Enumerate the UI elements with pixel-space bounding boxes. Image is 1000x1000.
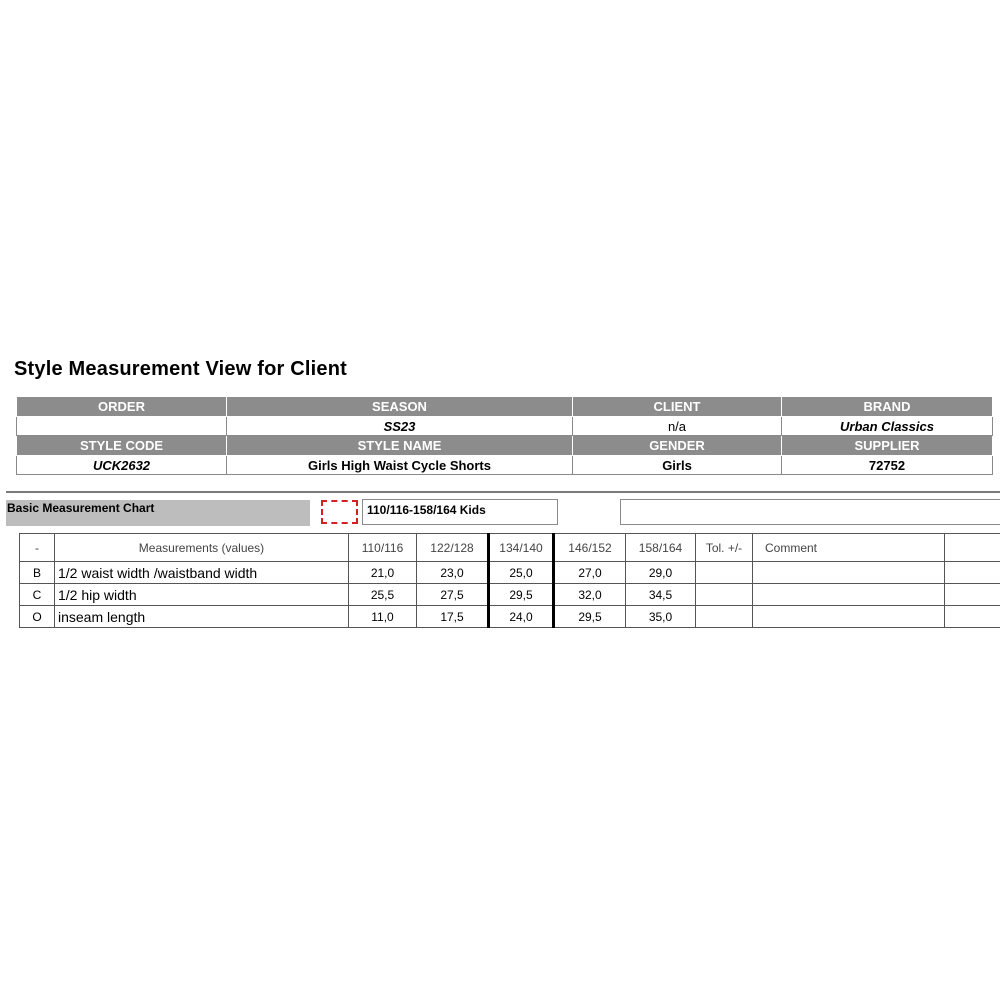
brand-value: Urban Classics bbox=[782, 417, 993, 436]
table-row bbox=[20, 584, 1000, 606]
row-value: 32,0 bbox=[554, 584, 626, 606]
col-header-size-134-140: 134/140 bbox=[489, 534, 554, 562]
info-header-row-2 bbox=[17, 436, 993, 456]
col-header-size-158-164: 158/164 bbox=[626, 534, 696, 562]
row-extra bbox=[945, 562, 1000, 584]
style-code-value: UCK2632 bbox=[17, 456, 227, 475]
row-extra bbox=[945, 606, 1000, 628]
extra-input-field[interactable] bbox=[620, 499, 1000, 525]
row-comment bbox=[753, 562, 945, 584]
row-measurement-name: inseam length bbox=[55, 606, 349, 628]
row-value: 21,0 bbox=[349, 562, 417, 584]
info-header-row bbox=[17, 397, 993, 417]
row-value: 27,0 bbox=[554, 562, 626, 584]
chart-label bbox=[6, 500, 310, 526]
size-range-field[interactable]: 110/116-158/164 Kids bbox=[362, 499, 558, 525]
col-header-size-146-152: 146/152 bbox=[554, 534, 626, 562]
row-comment bbox=[753, 606, 945, 628]
row-tolerance bbox=[696, 584, 753, 606]
col-header-size-122-128: 122/128 bbox=[417, 534, 489, 562]
row-value: 25,0 bbox=[489, 562, 554, 584]
row-tolerance bbox=[696, 562, 753, 584]
season-value: SS23 bbox=[227, 417, 573, 436]
col-header-code: - bbox=[20, 534, 55, 562]
row-code: B bbox=[20, 562, 55, 584]
table-row bbox=[20, 562, 1000, 584]
col-header-tolerance: Tol. +/- bbox=[696, 534, 753, 562]
section-divider bbox=[6, 491, 1000, 493]
info-value-row-2 bbox=[17, 456, 993, 475]
style-info-table bbox=[16, 396, 993, 475]
order-header: ORDER bbox=[17, 397, 227, 417]
row-value: 29,5 bbox=[554, 606, 626, 628]
col-header-extra bbox=[945, 534, 1000, 562]
season-header: SEASON bbox=[227, 397, 573, 417]
row-comment bbox=[753, 584, 945, 606]
info-value-row bbox=[17, 417, 993, 436]
selection-checkbox[interactable] bbox=[321, 500, 358, 524]
chart-label-text: Basic Measurement Chart bbox=[7, 501, 155, 515]
row-code: O bbox=[20, 606, 55, 628]
page-title: Style Measurement View for Client bbox=[14, 358, 347, 380]
supplier-value: 72752 bbox=[782, 456, 993, 475]
style-code-header: STYLE CODE bbox=[17, 436, 227, 456]
table-row bbox=[20, 606, 1000, 628]
row-tolerance bbox=[696, 606, 753, 628]
client-value: n/a bbox=[573, 417, 782, 436]
supplier-header: SUPPLIER bbox=[782, 436, 993, 456]
gender-value: Girls bbox=[573, 456, 782, 475]
table-header-row bbox=[20, 534, 1000, 562]
row-measurement-name: 1/2 waist width /waistband width bbox=[55, 562, 349, 584]
row-value: 29,0 bbox=[626, 562, 696, 584]
col-header-size-110-116: 110/116 bbox=[349, 534, 417, 562]
row-extra bbox=[945, 584, 1000, 606]
row-value: 23,0 bbox=[417, 562, 489, 584]
style-name-header: STYLE NAME bbox=[227, 436, 573, 456]
row-value: 27,5 bbox=[417, 584, 489, 606]
style-name-value: Girls High Waist Cycle Shorts bbox=[227, 456, 573, 475]
row-value: 29,5 bbox=[489, 584, 554, 606]
row-value: 34,5 bbox=[626, 584, 696, 606]
brand-header: BRAND bbox=[782, 397, 993, 417]
row-value: 17,5 bbox=[417, 606, 489, 628]
col-header-measurements: Measurements (values) bbox=[55, 534, 349, 562]
row-value: 11,0 bbox=[349, 606, 417, 628]
gender-header: GENDER bbox=[573, 436, 782, 456]
order-value bbox=[17, 417, 227, 436]
client-header: CLIENT bbox=[573, 397, 782, 417]
row-value: 24,0 bbox=[489, 606, 554, 628]
row-value: 25,5 bbox=[349, 584, 417, 606]
row-measurement-name: 1/2 hip width bbox=[55, 584, 349, 606]
row-value: 35,0 bbox=[626, 606, 696, 628]
row-code: C bbox=[20, 584, 55, 606]
col-header-comment: Comment bbox=[753, 534, 945, 562]
measurement-table bbox=[19, 533, 1000, 628]
